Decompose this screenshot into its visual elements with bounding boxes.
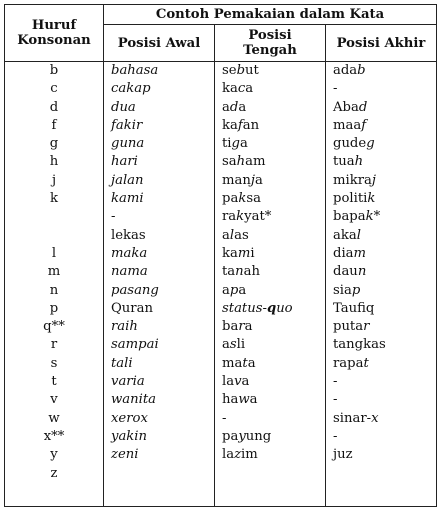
word-segment: wanita [111, 392, 157, 408]
word-segment: c [237, 81, 246, 97]
word-segment: a [222, 99, 230, 115]
word-segment: tali [111, 355, 133, 371]
word-segment: yakin [111, 428, 148, 444]
word-segment: pa [222, 428, 239, 444]
word-segment: ut [245, 63, 259, 78]
word-segment: dua [111, 99, 136, 115]
example-word-r [326, 62, 436, 80]
header-final: Posisi Akhir [326, 25, 437, 62]
example-word-a [104, 446, 214, 464]
example-word-a [104, 80, 214, 98]
word-segment: a [247, 355, 256, 371]
header-consonant [5, 5, 104, 62]
example-word-a [104, 208, 214, 226]
word-segment: ung [245, 428, 272, 444]
example-word-t [215, 355, 325, 373]
word-segment: dau [333, 264, 358, 280]
word-segment: la [222, 447, 235, 463]
word-segment: varia [111, 374, 145, 390]
consonant-letter: x** [43, 428, 65, 444]
word-segment: l [229, 227, 235, 243]
example-word-r [326, 80, 436, 98]
example-word-t [215, 428, 325, 446]
word-segment: Quran [111, 300, 153, 316]
word-segment: x [371, 410, 379, 426]
header-consonant-line1: Huruf [31, 18, 77, 33]
word-segment: ba [222, 319, 239, 335]
word-segment: i [250, 245, 255, 261]
word-segment: w [238, 392, 250, 408]
consonant-usage-table [4, 4, 437, 507]
example-word-a [104, 428, 214, 446]
word-segment: - [111, 209, 116, 225]
example-word-t [215, 172, 325, 190]
word-segment: n [235, 264, 244, 280]
consonant-letter [5, 208, 103, 226]
word-segment: f [237, 117, 243, 133]
word-segment: sinar- [333, 410, 372, 426]
consonant-letter: h [49, 154, 59, 170]
word-segment: a [222, 227, 230, 243]
example-word-t [215, 391, 325, 409]
consonant-letter [5, 227, 103, 245]
example-word-t [215, 373, 325, 391]
word-segment: y [238, 428, 246, 444]
word-segment: ha [222, 392, 239, 408]
example-word-a [104, 153, 214, 171]
example-word-a [104, 318, 214, 336]
word-segment: pasang [111, 282, 159, 298]
word-segment: g [366, 136, 375, 152]
example-word-t [215, 446, 325, 464]
word-segment: am [245, 154, 266, 170]
consonant-letter: t [51, 374, 57, 390]
example-word-a [104, 62, 214, 80]
example-word-r [326, 336, 436, 354]
example-word-a [104, 190, 214, 208]
word-segment: ka [222, 117, 238, 133]
example-word-a [104, 373, 214, 391]
example-word-t [215, 117, 325, 135]
consonant-letter: g [49, 136, 59, 152]
example-word-a [104, 391, 214, 409]
word-segment: l [356, 227, 361, 243]
consonant-letter: n [49, 282, 59, 298]
example-word-t [215, 318, 325, 336]
consonant-letter: b [49, 63, 59, 78]
example-word-t [215, 80, 325, 98]
word-segment: d [229, 99, 239, 115]
word-segment: sa [246, 191, 261, 207]
example-word-a [104, 336, 214, 354]
word-segment: a [239, 136, 248, 152]
column-middle [215, 62, 326, 507]
word-segment: kami [111, 191, 144, 207]
consonant-letter: m [47, 264, 61, 280]
example-word-r [326, 208, 436, 226]
word-segment: z [345, 447, 353, 463]
word-segment: j [371, 172, 376, 188]
example-word-a [104, 300, 214, 318]
word-segment: aka [333, 227, 357, 243]
consonant-letter: j [51, 172, 57, 188]
example-word-r [326, 190, 436, 208]
example-word-r [326, 135, 436, 153]
example-word-t [215, 465, 325, 483]
example-word-r [326, 282, 436, 300]
word-segment: status- [222, 300, 267, 316]
word-segment: dia [333, 245, 354, 261]
word-segment: fiq [357, 300, 375, 316]
example-word-a [104, 135, 214, 153]
word-segment: ah [243, 264, 261, 280]
example-word-t [215, 99, 325, 117]
example-word-a [104, 117, 214, 135]
consonant-letter: r [50, 337, 58, 353]
word-segment: p [229, 282, 239, 298]
word-segment: raih [111, 319, 138, 335]
column-initial [104, 62, 215, 507]
word-segment: man [222, 172, 251, 188]
example-word-r [326, 245, 436, 263]
example-word-t [215, 263, 325, 281]
word-segment: a [241, 374, 250, 390]
word-segment: la [222, 374, 235, 390]
example-word-r [326, 446, 436, 464]
header-middle-line2: Tengah [243, 43, 297, 58]
word-segment: k [236, 209, 245, 225]
header-middle-line1: Posisi [248, 28, 292, 43]
word-segment: ada [333, 63, 358, 78]
word-segment: d [358, 99, 368, 115]
word-segment: sampai [111, 337, 159, 353]
word-segment: puta [333, 319, 364, 335]
word-segment: f [361, 117, 367, 133]
header-consonant-line2: Konsonan [17, 33, 91, 48]
example-word-r [326, 172, 436, 190]
word-segment: b [236, 63, 246, 78]
word-segment: zeni [111, 447, 139, 463]
header-initial: Posisi Awal [104, 25, 215, 62]
example-word-t [215, 208, 325, 226]
example-word-r [326, 300, 436, 318]
example-word-t [215, 282, 325, 300]
word-segment: a [222, 337, 230, 353]
example-word-r [326, 318, 436, 336]
consonant-letter: s [50, 355, 58, 371]
example-word-r [326, 117, 436, 135]
word-segment: s [378, 337, 386, 353]
word-segment: v [234, 374, 242, 390]
word-segment: h [236, 154, 246, 170]
word-segment: ka [222, 81, 238, 97]
consonant-table-container [4, 4, 437, 507]
consonant-letter: w [48, 410, 60, 426]
word-segment: - [333, 392, 338, 408]
example-word-a [104, 172, 214, 190]
word-segment: h [354, 154, 364, 170]
word-segment: z [234, 447, 242, 463]
word-segment: k [365, 209, 374, 225]
word-segment: t [363, 355, 369, 371]
consonant-letter: p [49, 300, 59, 316]
consonant-letter: k [50, 191, 58, 207]
word-segment: li [236, 337, 246, 353]
word-segment: * [373, 209, 381, 225]
word-segment: sia [333, 282, 352, 298]
word-segment: tua [333, 154, 355, 170]
example-word-t [215, 190, 325, 208]
example-word-t [215, 410, 325, 428]
example-word-a [104, 410, 214, 428]
example-word-r [326, 153, 436, 171]
example-word-r [326, 355, 436, 373]
word-segment: hari [111, 154, 138, 170]
word-segment: m [237, 245, 251, 261]
example-word-a [104, 99, 214, 117]
word-segment: xerox [111, 410, 148, 426]
example-word-t [215, 336, 325, 354]
word-segment: sa [222, 154, 237, 170]
word-segment: politi [333, 191, 368, 207]
word-segment: ju [333, 447, 346, 463]
example-word-a [104, 355, 214, 373]
word-segment: - [333, 428, 338, 444]
word-segment: Tau [333, 300, 358, 316]
word-segment: guna [111, 136, 145, 152]
example-word-t [215, 135, 325, 153]
consonant-letter: d [49, 99, 59, 115]
word-segment: im [241, 447, 258, 463]
word-segment: cakap [111, 81, 151, 97]
example-word-r [326, 227, 436, 245]
consonant-letter: y [50, 447, 58, 463]
example-word-a [104, 245, 214, 263]
word-segment: ka [222, 245, 238, 261]
word-segment: maka [111, 245, 148, 261]
word-segment: Aba [333, 99, 359, 115]
word-segment: lekas [111, 227, 146, 243]
example-word-r [326, 428, 436, 446]
word-segment: b [357, 63, 366, 78]
word-segment: jalan [111, 172, 144, 188]
example-word-a [104, 465, 214, 483]
word-segment: as [234, 227, 249, 243]
word-segment: - [333, 374, 338, 390]
word-segment: - [222, 410, 227, 426]
word-segment: - [333, 81, 338, 97]
example-word-r [326, 373, 436, 391]
word-segment: ra [222, 209, 237, 225]
word-segment: nama [111, 264, 148, 280]
word-segment: g [231, 136, 240, 152]
consonant-letter: v [50, 392, 58, 408]
word-segment: se [222, 63, 237, 78]
example-word-a [104, 227, 214, 245]
column-consonants [5, 62, 104, 507]
word-segment: gude [333, 136, 367, 152]
word-segment: bahasa [111, 63, 159, 78]
word-segment: bapa [333, 209, 366, 225]
word-segment: a [238, 99, 247, 115]
word-segment: a [238, 282, 247, 298]
example-word-r [326, 99, 436, 117]
word-segment: k [367, 191, 376, 207]
word-segment: a [222, 282, 230, 298]
consonant-letter: z [50, 465, 58, 481]
word-segment: an [242, 117, 260, 133]
consonant-letter: l [51, 245, 57, 261]
consonant-letter: q** [43, 319, 65, 335]
header-group: Contoh Pemakaian dalam Kata [104, 5, 437, 25]
word-segment: s [229, 337, 237, 353]
word-segment: k [238, 191, 247, 207]
word-segment: q [266, 300, 277, 316]
word-segment: r [363, 319, 370, 335]
word-segment: n [357, 264, 367, 280]
word-segment: r [238, 319, 245, 335]
word-segment: j [250, 172, 255, 188]
consonant-letter: f [51, 117, 57, 133]
example-word-t [215, 245, 325, 263]
example-word-a [104, 263, 214, 281]
example-word-r [326, 263, 436, 281]
header-middle [215, 25, 326, 62]
word-segment: a [245, 81, 254, 97]
example-word-a [104, 282, 214, 300]
word-segment: a [254, 172, 263, 188]
word-segment: yat* [244, 209, 272, 225]
word-segment: a [249, 392, 258, 408]
column-final [326, 62, 437, 507]
example-word-t [215, 300, 325, 318]
consonant-letter: c [50, 81, 58, 97]
word-segment: fakir [111, 117, 143, 133]
word-segment: a [244, 319, 253, 335]
word-segment: rapa [333, 355, 364, 371]
word-segment: p [351, 282, 361, 298]
word-segment: pa [222, 191, 239, 207]
example-word-r [326, 465, 436, 483]
word-segment: uo [276, 300, 293, 316]
example-word-t [215, 227, 325, 245]
word-segment: maa [333, 117, 362, 133]
word-segment: mikra [333, 172, 372, 188]
example-word-r [326, 391, 436, 409]
example-word-t [215, 62, 325, 80]
word-segment: tangka [333, 337, 379, 353]
word-segment: ta [222, 264, 236, 280]
word-segment: ti [222, 136, 232, 152]
example-word-r [326, 410, 436, 428]
word-segment: ma [222, 355, 243, 371]
example-word-t [215, 153, 325, 171]
word-segment: t [242, 355, 248, 371]
word-segment: m [353, 245, 367, 261]
